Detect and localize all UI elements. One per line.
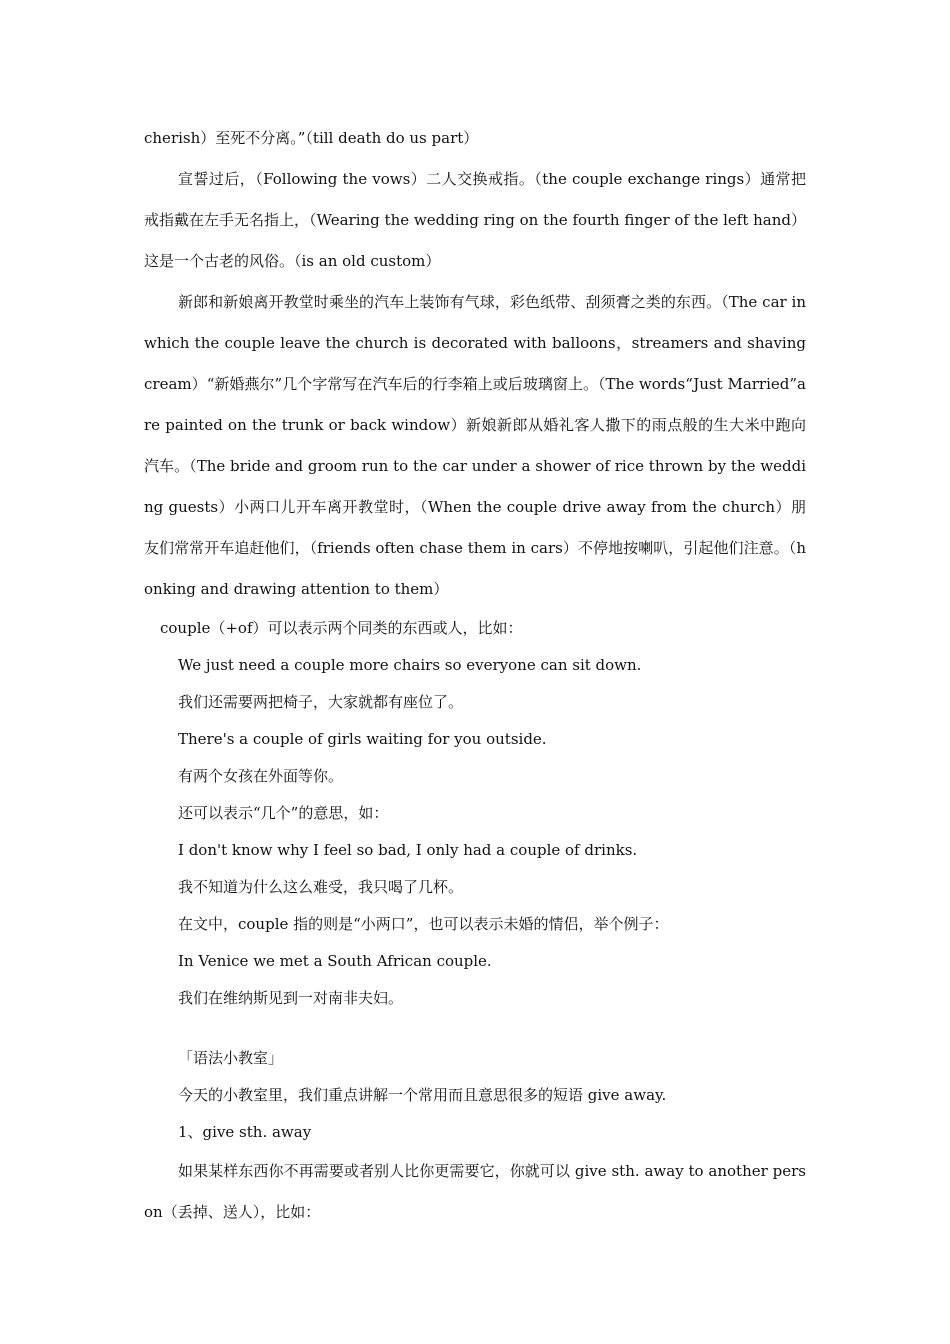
example-sentence-3: I don't know why I feel so bad, I only had a couple of drinks. xyxy=(178,841,638,859)
couple-usage-intro: couple（+of）可以表示两个同类的东西或人，比如： xyxy=(160,619,523,637)
example-translation-3: 我不知道为什么这么难受，我只喝了几杯。 xyxy=(178,878,464,896)
usage-note-couple: 在文中，couple 指的则是“小两口”，也可以表示未婚的情侣，举个例子： xyxy=(178,915,669,933)
usage-note-several: 还可以表示“几个”的意思，如： xyxy=(178,804,389,822)
paragraph-vow-ending: cherish）至死不分离。”（till death do us part） xyxy=(144,129,479,147)
grammar-section-title: 「语法小教室」 xyxy=(178,1049,284,1067)
example-translation-4: 我们在维纳斯见到一对南非夫妇。 xyxy=(178,989,404,1007)
paragraph-ring-exchange: 宣誓过后，（Following the vows）二人交换戒指。（the couple exchange rings）通常把戒指戴在左手无名指上，（Wearing the wedding ring on the fourth finger of the left hand）这是一个古老的风俗。（is an old custom） xyxy=(144,170,806,270)
section-gap xyxy=(144,1017,806,1040)
grammar-intro: 今天的小教室里，我们重点讲解一个常用而且意思很多的短语 give away. xyxy=(178,1086,667,1104)
example-sentence-4: In Venice we met a South African couple. xyxy=(178,952,492,970)
example-translation-1: 我们还需要两把椅子，大家就都有座位了。 xyxy=(178,693,464,711)
example-sentence-1: We just need a couple more chairs so everyone can sit down. xyxy=(178,656,642,674)
grammar-item-1-heading: 1、give sth. away xyxy=(178,1123,312,1141)
grammar-item-1-description: 如果某样东西你不再需要或者别人比你更需要它，你就可以 give sth. away to another person（丢掉、送人），比如： xyxy=(144,1162,806,1221)
document-content xyxy=(144,118,806,1233)
example-sentence-2: There's a couple of girls waiting for you outside. xyxy=(178,730,547,748)
example-translation-2: 有两个女孩在外面等你。 xyxy=(178,767,344,785)
paragraph-wedding-car: 新郎和新娘离开教堂时乘坐的汽车上装饰有气球，彩色纸带、刮须膏之类的东西。（The car in which the couple leave the church is decorated with balloons，streamers and shaving cream）“新婚燕尔”几个字常写在汽车后的行李箱上或后玻璃窗上。（The words“Just Married”are painted on the trunk or back window）新娘新郎从婚礼客人撒下的雨点般的生大米中跑向汽车。（The bride and groom run to the car under a shower of rice thrown by the wedding guests）小两口儿开车离开教堂时，（When the couple drive away from the church）朋友们常常开车追赶他们，（friends often chase them in cars）不停地按喇叭，引起他们注意。（honking and drawing attention to them） xyxy=(144,293,806,598)
